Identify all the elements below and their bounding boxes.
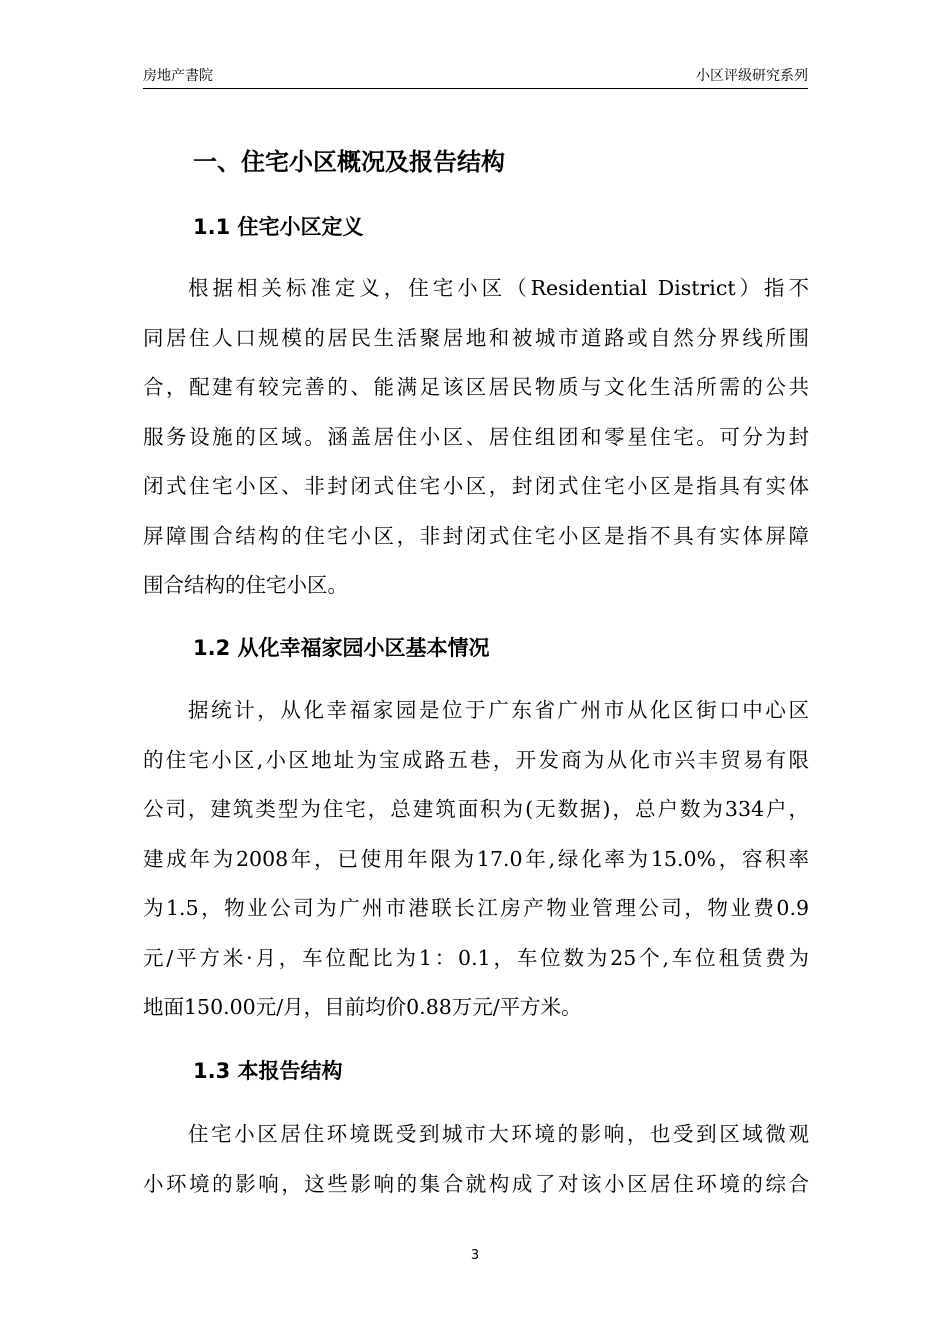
text-line: 据统计，从化幸福家园是位于广东省广州市从化区街口中心区	[188, 698, 809, 722]
text-line: 建成年为2008年，已使用年限为17.0年,绿化率为15.0%，容积率	[143, 846, 809, 871]
paragraph-definition	[143, 264, 809, 611]
text-line: 的住宅小区,小区地址为宝成路五巷，开发商为从化市兴丰贸易有限	[143, 747, 809, 772]
paragraph-basic-info	[143, 686, 809, 1033]
text-line: 根据相关标准定义，住宅小区（Residential District）指不	[188, 276, 809, 300]
text-line: 闭式住宅小区、非封闭式住宅小区，封闭式住宅小区是指具有实体	[143, 474, 809, 498]
heading-1-3: 1.3 本报告结构	[193, 1059, 343, 1083]
text-line: 围合结构的住宅小区。	[143, 573, 348, 597]
text-line: 公司，建筑类型为住宅，总建筑面积为(无数据)，总户数为334户，	[143, 797, 809, 821]
section-title: 一、住宅小区概况及报告结构	[193, 148, 505, 176]
text-line: 合，配建有较完善的、能满足该区居民物质与文化生活所需的公共	[143, 375, 809, 399]
heading-1-1: 1.1 住宅小区定义	[193, 215, 364, 239]
text-line: 同居住人口规模的居民生活聚居地和被城市道路或自然分界线所围	[143, 325, 809, 350]
heading-1-2: 1.2 从化幸福家园小区基本情况	[193, 636, 490, 660]
text-line: 服务设施的区域。涵盖居住小区、居住组团和零星住宅。可分为封	[143, 424, 809, 449]
page-header	[143, 66, 808, 89]
paragraph-report-structure	[143, 1110, 809, 1209]
text-line: 为1.5，物业公司为广州市港联长江房产物业管理公司，物业费0.9	[143, 896, 809, 920]
text-line: 小环境的影响，这些影响的集合就构成了对该小区居住环境的综合	[143, 1171, 809, 1196]
text-line: 屏障围合结构的住宅小区，非封闭式住宅小区是指不具有实体屏障	[143, 523, 809, 548]
text-line: 地面150.00元/月，目前均价0.88万元/平方米。	[143, 995, 582, 1019]
text-line: 元/平方米·月，车位配比为1：0.1，车位数为25个,车位租赁费为	[143, 945, 809, 970]
text-line: 住宅小区居住环境既受到城市大环境的影响，也受到区域微观	[188, 1122, 809, 1146]
header-left-text: 房地产書院	[143, 68, 213, 84]
header-right-text: 小区评级研究系列	[696, 68, 808, 84]
page-number: 3	[470, 1248, 480, 1263]
